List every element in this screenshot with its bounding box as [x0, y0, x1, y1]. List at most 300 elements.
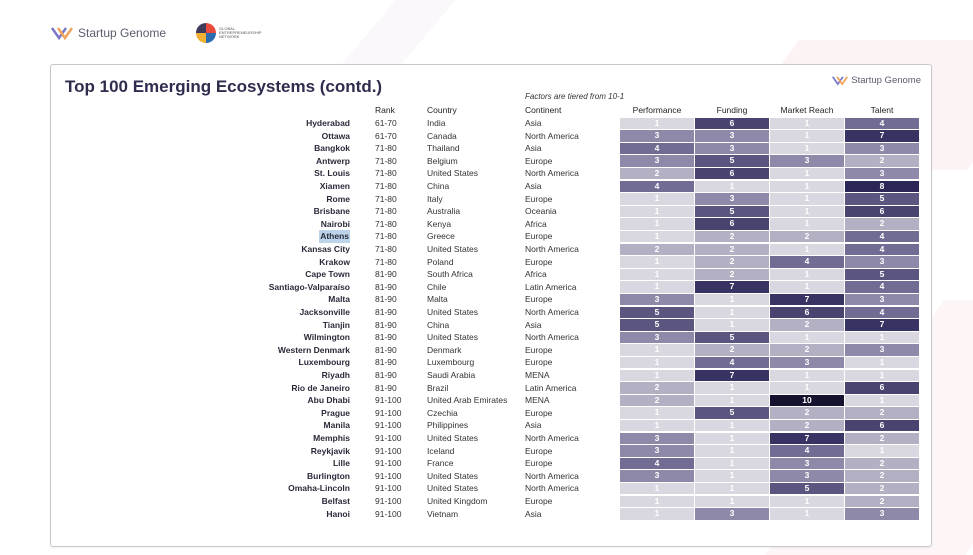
continent-value: Africa [525, 269, 547, 280]
market-reach-score: 3 [770, 470, 844, 482]
market-reach-score: 3 [770, 155, 844, 167]
talent-score: 1 [845, 357, 919, 369]
city-name: Belfast [321, 496, 350, 506]
talent-score: 4 [845, 231, 919, 243]
market-reach-score: 10 [770, 395, 844, 407]
performance-score: 4 [620, 458, 694, 470]
funding-score: 1 [695, 382, 769, 394]
performance-score: 1 [620, 357, 694, 369]
rank-value: 71-80 [375, 155, 397, 166]
city-name: Manila [323, 420, 350, 431]
continent-value: Asia [525, 181, 542, 191]
funding-score: 1 [695, 458, 769, 470]
performance-score: 5 [620, 319, 694, 331]
table-row [51, 268, 933, 281]
city-name: Memphis [313, 433, 350, 443]
performance-score: 1 [620, 344, 694, 356]
funding-score: 1 [695, 433, 769, 445]
funding-score: 2 [695, 244, 769, 256]
market-reach-score: 1 [770, 281, 844, 293]
talent-score: 2 [845, 470, 919, 482]
performance-score: 3 [620, 470, 694, 482]
table-row [51, 457, 933, 470]
performance-score: 1 [620, 269, 694, 281]
funding-score: 3 [695, 143, 769, 155]
table-row [51, 495, 933, 508]
funding-score: 1 [695, 395, 769, 407]
rank-value: 81-90 [375, 319, 397, 330]
table-row [51, 180, 933, 193]
rank-value: 81-90 [375, 294, 397, 305]
market-reach-score: 2 [770, 319, 844, 331]
talent-score: 5 [845, 193, 919, 205]
country-value: Brazil [427, 382, 449, 393]
logo-text: Startup Genome [78, 26, 167, 40]
market-reach-score: 1 [770, 382, 844, 394]
continent-value: MENA [525, 370, 550, 380]
continent-value: Asia [525, 319, 542, 330]
rank-value: 71-80 [375, 168, 397, 179]
funding-score: 2 [695, 256, 769, 268]
continent-value: North America [525, 168, 579, 179]
city-name: Riyadh [321, 370, 350, 380]
continent-value: Europe [525, 458, 553, 469]
performance-score: 1 [620, 496, 694, 508]
talent-score: 2 [845, 496, 919, 508]
continent-value: Oceania [525, 206, 557, 217]
market-reach-score: 1 [770, 118, 844, 130]
table-row [51, 243, 933, 256]
continent-value: North America [525, 130, 579, 141]
talent-score: 5 [845, 269, 919, 281]
column-header-country: Country [427, 105, 457, 115]
country-value: Philippines [427, 420, 469, 431]
talent-score: 6 [845, 206, 919, 218]
funding-score: 3 [695, 508, 769, 520]
rank-value: 91-100 [375, 445, 402, 456]
table-row [51, 382, 933, 395]
table-row [51, 205, 933, 218]
funding-score: 1 [695, 445, 769, 457]
market-reach-score: 3 [770, 458, 844, 470]
market-reach-score: 4 [770, 445, 844, 457]
table-row [51, 306, 933, 319]
country-value: Denmark [427, 344, 462, 355]
rank-value: 71-80 [375, 206, 397, 217]
slide-panel [50, 64, 932, 547]
market-reach-score: 1 [770, 206, 844, 218]
country-value: Poland [427, 256, 454, 267]
table-row [51, 319, 933, 332]
country-value: India [427, 118, 446, 128]
country-value: Malta [427, 294, 448, 305]
country-value: Belgium [427, 155, 458, 166]
market-reach-score: 1 [770, 218, 844, 230]
rank-value: 71-80 [375, 181, 397, 191]
column-header-performance: Performance [632, 105, 682, 115]
performance-score: 2 [620, 168, 694, 180]
rank-value: 71-80 [375, 218, 397, 229]
funding-score: 5 [695, 155, 769, 167]
funding-score: 2 [695, 344, 769, 356]
city-name: Omaha-Lincoln [288, 483, 350, 494]
performance-score: 3 [620, 445, 694, 457]
performance-score: 1 [620, 508, 694, 520]
performance-score: 1 [620, 231, 694, 243]
talent-score: 2 [845, 407, 919, 419]
city-name: Hyderabad [306, 118, 350, 128]
market-reach-score: 1 [770, 508, 844, 520]
continent-value: North America [525, 332, 579, 343]
country-value: Kenya [427, 218, 452, 229]
startup-genome-logo-icon [50, 24, 74, 42]
city-name: Brisbane [313, 206, 350, 217]
city-name: Lille [332, 458, 350, 469]
performance-score: 3 [620, 332, 694, 344]
rank-value: 91-100 [375, 407, 402, 418]
table-row [51, 369, 933, 382]
city-name: Ottawa [321, 130, 350, 141]
market-reach-score: 2 [770, 420, 844, 432]
country-value: Czechia [427, 407, 458, 418]
column-header-market-reach: Market Reach [780, 105, 834, 115]
continent-value: Europe [525, 357, 553, 368]
rank-value: 71-80 [375, 256, 397, 267]
talent-score: 4 [845, 307, 919, 319]
country-value: Iceland [427, 445, 455, 456]
startup-genome-logo [50, 24, 166, 42]
funding-score: 5 [695, 407, 769, 419]
funding-score: 5 [695, 332, 769, 344]
country-value: United Kingdom [427, 496, 488, 506]
city-name: Nairobi [320, 218, 350, 229]
country-value: United States [427, 244, 479, 254]
funding-score: 4 [695, 357, 769, 369]
table-row [51, 193, 933, 206]
rank-value: 81-90 [375, 269, 397, 280]
column-header-talent: Talent [870, 105, 894, 115]
startup-genome-logo-icon [831, 74, 849, 87]
continent-value: North America [525, 433, 579, 443]
city-name: Western Denmark [277, 344, 350, 355]
rank-value: 91-100 [375, 458, 402, 469]
country-value: France [427, 458, 454, 469]
column-header-continent: Continent [525, 105, 562, 115]
market-reach-score: 1 [770, 181, 844, 193]
performance-score: 1 [620, 118, 694, 130]
table-row [51, 331, 933, 344]
rank-value: 91-100 [375, 496, 402, 506]
talent-score: 7 [845, 130, 919, 142]
performance-score: 3 [620, 130, 694, 142]
city-name: Prague [321, 407, 350, 418]
partner-logo-text: GLOBAL ENTREPRENEURSHIP NETWORK [219, 26, 262, 39]
continent-value: Asia [525, 508, 542, 519]
talent-score: 2 [845, 155, 919, 167]
continent-value: Europe [525, 155, 553, 166]
rank-value: 61-70 [375, 118, 397, 128]
table-row [51, 293, 933, 306]
funding-score: 6 [695, 118, 769, 130]
performance-score: 2 [620, 244, 694, 256]
city-name: Antwerp [316, 155, 350, 166]
slide-title: Top 100 Emerging Ecosystems (contd.) [65, 77, 383, 96]
rank-value: 91-100 [375, 433, 402, 443]
talent-score: 1 [845, 332, 919, 344]
rank-value: 71-80 [375, 193, 397, 204]
country-value: China [427, 181, 450, 191]
rank-value: 81-90 [375, 344, 397, 355]
country-value: Greece [427, 231, 455, 242]
talent-score: 4 [845, 118, 919, 130]
funding-score: 3 [695, 193, 769, 205]
table-row [51, 117, 933, 130]
country-value: Thailand [427, 143, 460, 154]
table-row [51, 230, 933, 243]
performance-score: 1 [620, 420, 694, 432]
market-reach-score: 1 [770, 269, 844, 281]
funding-score: 2 [695, 269, 769, 281]
city-name: Burlington [307, 470, 350, 481]
funding-score: 6 [695, 218, 769, 230]
rank-value: 81-90 [375, 307, 397, 317]
talent-score: 3 [845, 294, 919, 306]
market-reach-score: 2 [770, 344, 844, 356]
table-row [51, 419, 933, 432]
continent-value: Europe [525, 231, 553, 242]
rank-value: 81-90 [375, 281, 397, 292]
city-name: Abu Dhabi [307, 395, 350, 406]
market-reach-score: 7 [770, 433, 844, 445]
talent-score: 1 [845, 370, 919, 382]
rank-value: 91-100 [375, 470, 402, 481]
funding-score: 7 [695, 281, 769, 293]
funding-score: 1 [695, 420, 769, 432]
city-name: Luxembourg [298, 357, 350, 368]
rank-value: 91-100 [375, 420, 402, 431]
funding-score: 1 [695, 483, 769, 495]
market-reach-score: 1 [770, 193, 844, 205]
continent-value: Asia [525, 420, 542, 431]
funding-score: 1 [695, 319, 769, 331]
market-reach-score: 7 [770, 294, 844, 306]
funding-score: 5 [695, 206, 769, 218]
talent-score: 1 [845, 395, 919, 407]
table-row [51, 356, 933, 369]
rank-value: 81-90 [375, 332, 397, 343]
country-value: Luxembourg [427, 357, 475, 368]
performance-score: 1 [620, 206, 694, 218]
country-value: United States [427, 433, 479, 443]
continent-value: Latin America [525, 281, 577, 292]
city-name: Krakow [319, 256, 350, 267]
continent-value: Europe [525, 256, 553, 267]
city-name: Cape Town [305, 269, 350, 280]
market-reach-score: 3 [770, 357, 844, 369]
market-reach-score: 5 [770, 483, 844, 495]
logo-text: Startup Genome [851, 75, 921, 86]
city-name: Rio de Janeiro [291, 382, 350, 393]
table-row [51, 407, 933, 420]
country-value: United States [427, 483, 479, 494]
performance-score: 1 [620, 256, 694, 268]
rank-value: 81-90 [375, 370, 397, 380]
performance-score: 1 [620, 407, 694, 419]
table-row [51, 167, 933, 180]
rank-value: 71-80 [375, 143, 397, 154]
slide-logo [831, 74, 921, 87]
market-reach-score: 1 [770, 332, 844, 344]
city-name: Santiago-Valparaíso [268, 281, 350, 292]
funding-score: 1 [695, 496, 769, 508]
continent-value: Europe [525, 407, 553, 418]
market-reach-score: 6 [770, 307, 844, 319]
partner-logo [196, 23, 262, 43]
column-header-funding: Funding [716, 105, 748, 115]
continent-value: Europe [525, 445, 553, 456]
city-name: St. Louis [314, 168, 350, 179]
talent-score: 2 [845, 218, 919, 230]
continent-value: North America [525, 244, 579, 254]
rank-value: 91-100 [375, 508, 402, 519]
rank-value: 91-100 [375, 395, 402, 406]
country-value: Saudi Arabia [427, 370, 476, 380]
talent-score: 4 [845, 281, 919, 293]
country-value: Chile [427, 281, 447, 292]
funding-score: 7 [695, 370, 769, 382]
market-reach-score: 2 [770, 231, 844, 243]
continent-value: North America [525, 307, 579, 317]
funding-score: 1 [695, 307, 769, 319]
performance-score: 2 [620, 382, 694, 394]
table-row [51, 130, 933, 143]
performance-score: 4 [620, 181, 694, 193]
talent-score: 6 [845, 420, 919, 432]
performance-score: 3 [620, 294, 694, 306]
country-value: United Arab Emirates [427, 395, 508, 406]
rank-value: 61-70 [375, 130, 397, 141]
table-row [51, 142, 933, 155]
market-reach-score: 2 [770, 407, 844, 419]
continent-value: Africa [525, 218, 547, 229]
table-row [51, 218, 933, 231]
partner-logo-icon [196, 23, 216, 43]
continent-value: Latin America [525, 382, 577, 393]
country-value: Canada [427, 130, 457, 141]
country-value: South Africa [427, 269, 473, 280]
performance-score: 3 [620, 433, 694, 445]
talent-score: 3 [845, 508, 919, 520]
performance-score: 3 [620, 155, 694, 167]
market-reach-score: 1 [770, 370, 844, 382]
city-name: Jacksonville [299, 307, 350, 317]
rank-value: 91-100 [375, 483, 402, 494]
country-value: China [427, 319, 450, 330]
talent-score: 7 [845, 319, 919, 331]
talent-score: 3 [845, 256, 919, 268]
table-row [51, 432, 933, 445]
city-name: Xiamen [319, 181, 350, 191]
country-value: Vietnam [427, 508, 459, 519]
talent-score: 2 [845, 433, 919, 445]
talent-score: 4 [845, 244, 919, 256]
rank-value: 81-90 [375, 382, 397, 393]
market-reach-score: 1 [770, 496, 844, 508]
talent-score: 3 [845, 168, 919, 180]
market-reach-score: 1 [770, 143, 844, 155]
table-row [51, 482, 933, 495]
rank-value: 81-90 [375, 357, 397, 368]
talent-score: 2 [845, 483, 919, 495]
continent-value: Asia [525, 143, 542, 154]
talent-score: 3 [845, 344, 919, 356]
column-header-rank: Rank [375, 105, 395, 115]
city-name: Athens [320, 231, 349, 242]
talent-score: 8 [845, 181, 919, 193]
table-row [51, 394, 933, 407]
continent-value: Europe [525, 496, 553, 506]
funding-score: 2 [695, 231, 769, 243]
performance-score: 1 [620, 370, 694, 382]
rank-value: 71-80 [375, 231, 397, 242]
country-value: United States [427, 168, 479, 179]
funding-score: 3 [695, 130, 769, 142]
country-value: United States [427, 470, 479, 481]
table-row [51, 445, 933, 458]
factors-note: Factors are tiered from 10-1 [525, 92, 625, 101]
continent-value: MENA [525, 395, 550, 406]
city-name: Reykjavik [310, 445, 350, 456]
funding-score: 1 [695, 294, 769, 306]
funding-score: 6 [695, 168, 769, 180]
city-name: Hanoi [326, 508, 350, 519]
table-row [51, 281, 933, 294]
table-row [51, 508, 933, 521]
table-row [51, 155, 933, 168]
country-value: Italy [427, 193, 443, 204]
city-name: Tianjin [322, 319, 350, 330]
talent-score: 6 [845, 382, 919, 394]
continent-value: North America [525, 470, 579, 481]
performance-score: 1 [620, 281, 694, 293]
market-reach-score: 1 [770, 244, 844, 256]
continent-value: Europe [525, 294, 553, 305]
city-name: Bangkok [314, 143, 350, 154]
continent-value: North America [525, 483, 579, 494]
performance-score: 2 [620, 395, 694, 407]
funding-score: 1 [695, 470, 769, 482]
performance-score: 1 [620, 193, 694, 205]
performance-score: 1 [620, 483, 694, 495]
rank-value: 71-80 [375, 244, 397, 254]
performance-score: 4 [620, 143, 694, 155]
table-row [51, 344, 933, 357]
performance-score: 1 [620, 218, 694, 230]
talent-score: 3 [845, 143, 919, 155]
funding-score: 1 [695, 181, 769, 193]
city-name: Rome [326, 193, 350, 204]
table-row [51, 256, 933, 269]
city-name: Malta [328, 294, 350, 305]
country-value: United States [427, 332, 479, 343]
country-value: United States [427, 307, 479, 317]
performance-score: 5 [620, 307, 694, 319]
continent-value: Europe [525, 344, 553, 355]
talent-score: 1 [845, 445, 919, 457]
city-name: Kansas City [301, 244, 350, 254]
talent-score: 2 [845, 458, 919, 470]
market-reach-score: 4 [770, 256, 844, 268]
